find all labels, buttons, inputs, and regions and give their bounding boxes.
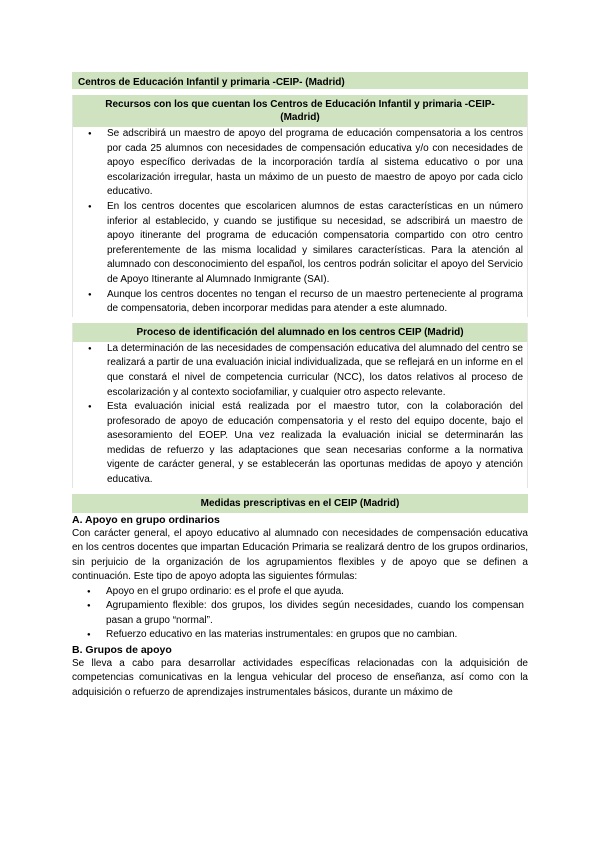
list-item: ● Agrupamiento flexible: dos grupos, los divides según necesidades, cuando los compensan pasan a grupo “normal”. xyxy=(106,599,524,628)
measures-b-heading: B. Grupos de apoyo xyxy=(72,643,172,656)
list-item: ● Esta evaluación inicial está realizada por el maestro tutor, con la colaboración del profesorado de apoyo de educación compensatoria y el resto del equipo docente, bajo el asesoramiento del EOEP. Una vez realizada la evaluación inicial se determinarán las medidas de refuerzo y las adaptaciones que sean necesarias conforme a la normativa vigente de carácter general, y se establecerán las oportunas medidas de apoyo y atención educativa. xyxy=(107,400,523,488)
document-page xyxy=(72,72,528,700)
list-item: ● Refuerzo educativo en las materias instrumentales: en grupos que no cambian. xyxy=(106,628,524,642)
measures-a-text: Con carácter general, el apoyo educativo al alumnado con necesidades de compensación educativa en los centros docentes que impartan Educación Primaria se realizará dentro de los grupos ordinarios, sin perjuicio de la organización de los agrupamientos flexibles y de apoyo que se definen a continuación. Este tipo de apoyo adopta las siguientes fórmulas: xyxy=(72,527,528,583)
measures-a-list xyxy=(72,585,528,643)
resources-list xyxy=(73,127,527,317)
identification-title: Proceso de identificación del alumnado en los centros CEIP (Madrid) xyxy=(73,323,527,342)
identification-section xyxy=(72,323,528,488)
measures-a-heading: A. Apoyo en grupo ordinarios xyxy=(72,513,220,526)
list-item: ● Aunque los centros docentes no tengan el recurso de un maestro perteneciente al programa de compensatoria, deben incorporar medidas para atender a este alumnado. xyxy=(107,288,523,317)
resources-title: Recursos con los que cuentan los Centros de Educación Infantil y primaria -CEIP- (Madrid) xyxy=(73,95,527,127)
header-bar: Centros de Educación Infantil y primaria -CEIP- (Madrid) xyxy=(72,72,528,89)
identification-list xyxy=(73,342,527,488)
resources-section xyxy=(72,95,528,317)
measures-b-text: Se lleva a cabo para desarrollar actividades específicas relacionadas con la adquisición de competencias comunicativas en la lengua vehicular del proceso de enseñanza, así como con la adquisición o refuerzo de aprendizajes instrumentales básicos, durante un máximo de xyxy=(72,657,528,698)
measures-title: Medidas prescriptivas en el CEIP (Madrid) xyxy=(72,494,528,513)
list-item: ● En los centros docentes que escolaricen alumnos de estas características en un número inferior al establecido, y cuando se justifique su necesidad, se adscribirá un maestro de apoyo itinerante del programa de educación compensatoria compartido con otro centro preferentemente de las misma localidad y similares características. Para la atención al alumnado con desconocimiento del español, los centros podrán solicitar el apoyo del Servicio de Apoyo Itinerante al Alumnado Inmigrante (SAI). xyxy=(107,200,523,288)
list-item: ● Apoyo en el grupo ordinario: es el profe el que ayuda. xyxy=(106,585,524,599)
list-item: ● Se adscribirá un maestro de apoyo del programa de educación compensatoria a los centros por cada 25 alumnos con necesidades de compensación educativa y/o con necesidades de apoyo específico derivadas de la incorporación tardía al sistema educativo o por una escolarización irregular, hasta un máximo de un puesto de maestro de apoyo por cada ciclo educativo. xyxy=(107,127,523,200)
list-item: ● La determinación de las necesidades de compensación educativa del alumnado del centro se realizará a partir de una evaluación inicial individualizada, que se reflejará en un informe en el que constará el nivel de competencia curricular (NCC), los datos relativos al proceso de escolarización y al contexto sociofamiliar, y cualquier otro aspecto relevante. xyxy=(107,342,523,400)
